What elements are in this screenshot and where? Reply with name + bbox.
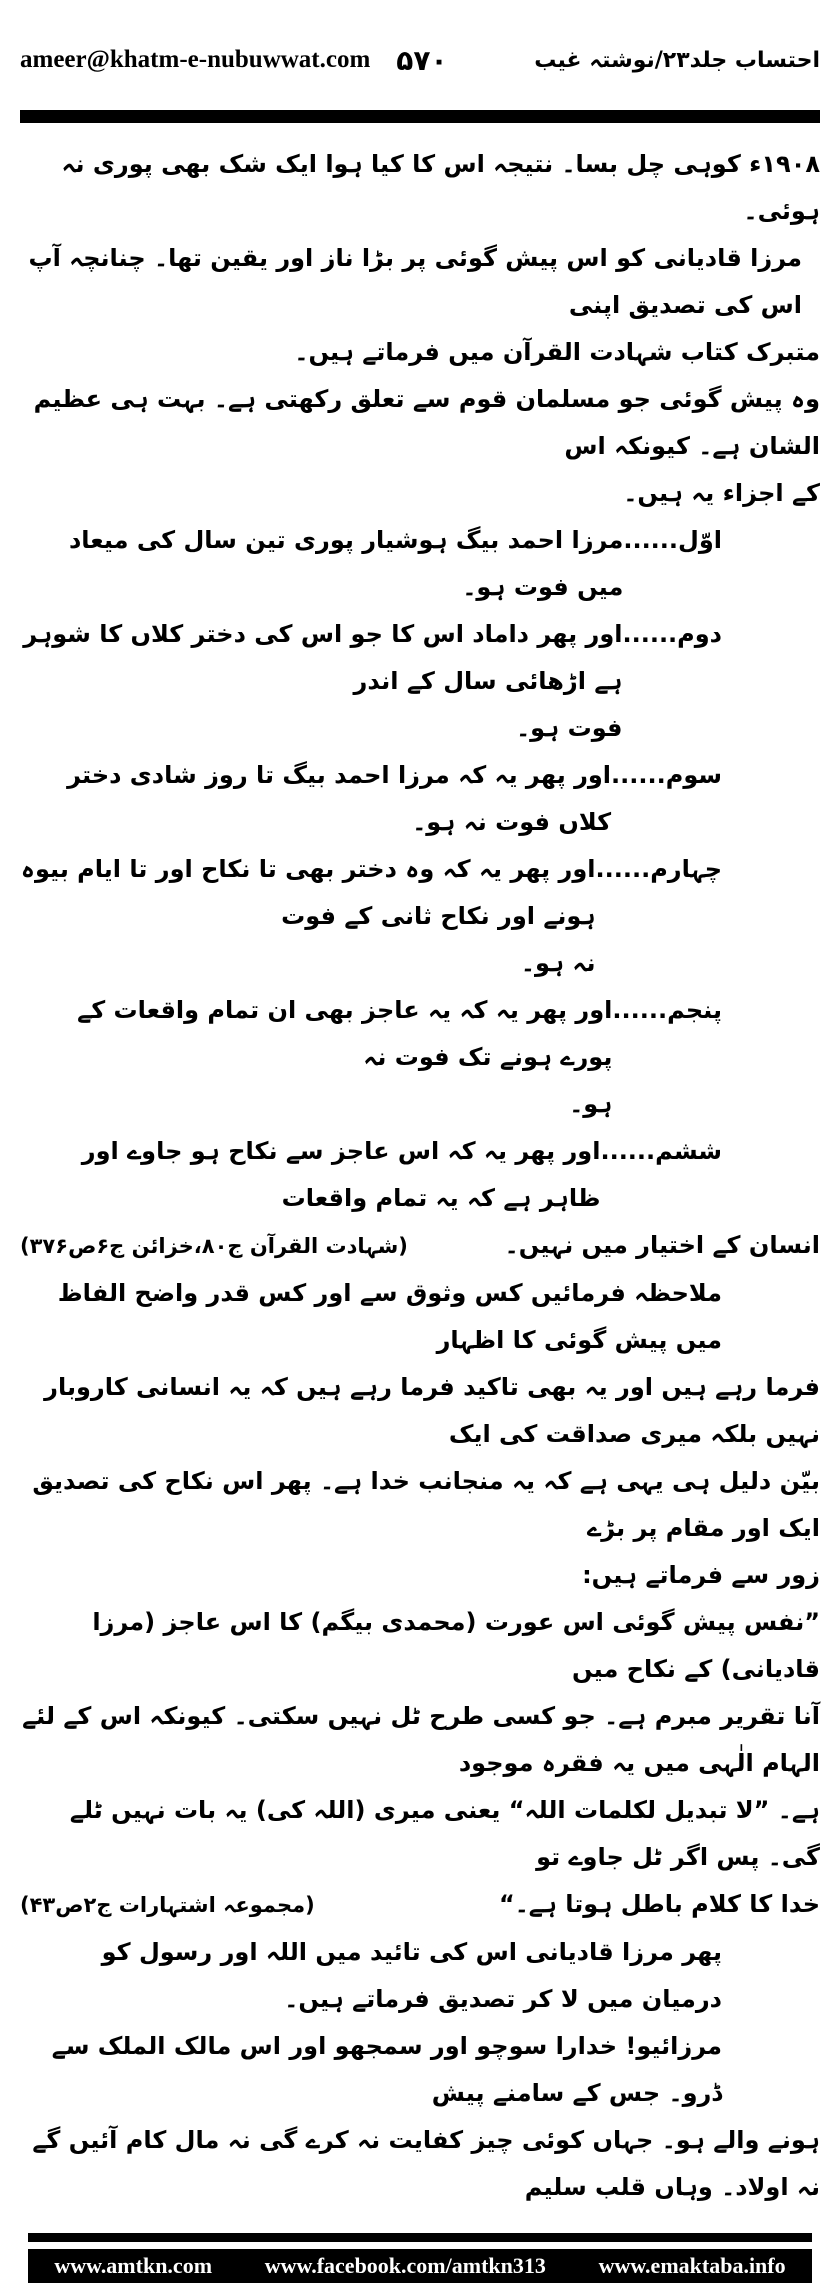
- page-header: [20, 30, 820, 90]
- item-continuation: انسان کے اختیار میں نہیں۔: [504, 1231, 820, 1259]
- header-email: ameer@khatm-e-nubuwwat.com: [20, 46, 371, 73]
- quote-line: ہے۔ ”لا تبدیل لکلمات اللہ“ یعنی میری (اللہ کی) یہ بات نہیں ٹلے گی۔ پس اگر ٹل جاوے تو: [69, 1796, 820, 1871]
- list-item: [20, 517, 820, 611]
- item-text: مرزا احمد بیگ ہوشیار پوری تین سال کی میعاد میں فوت ہو۔: [68, 526, 624, 601]
- text-line: ۱۹۰۸ء کوہی چل بسا۔ نتیجہ اس کا کیا ہوا ایک شک بھی پوری نہ ہوئی۔: [61, 150, 820, 225]
- item-continuation: نہ ہو۔: [520, 949, 596, 977]
- item-text: اور پھر یہ کہ وہ دختر بھی تا نکاح اور تا ایام بیوہ ہونے اور نکاح ثانی کے فوت: [20, 855, 596, 930]
- list-item: [20, 611, 820, 752]
- item-label: دوم......: [622, 620, 722, 648]
- citation: (شہادت القرآن ج۸۰،خزائن ج۶ص۳۷۶): [20, 1234, 408, 1258]
- item-continuation: ہو۔: [569, 1090, 613, 1118]
- item-continuation: فوت ہو۔: [516, 714, 623, 742]
- item-label: چہارم......: [595, 855, 722, 883]
- footer-link-facebook[interactable]: www.facebook.com/amtkn313: [264, 2253, 546, 2278]
- item-text: اور پھر یہ کہ مرزا احمد بیگ تا روز شادی دختر کلاں فوت نہ ہو۔: [67, 761, 612, 836]
- item-label: ششم......: [600, 1137, 722, 1165]
- footer-link-emaktaba[interactable]: www.emaktaba.info: [598, 2253, 786, 2278]
- text-line: بیّن دلیل ہی یہی ہے کہ یہ منجانب خدا ہے۔ پھر اس نکاح کی تصدیق ایک اور مقام پر بڑے: [32, 1467, 820, 1542]
- book-title: احتساب جلد۲۳/نوشتہ غیب: [534, 47, 820, 73]
- list-item: [20, 752, 820, 846]
- citation-row: [20, 1881, 820, 1929]
- item-label: اوّل......: [623, 526, 722, 554]
- quote-line: آنا تقریر مبرم ہے۔ جو کسی طرح ٹل نہیں سکتی۔ کیونکہ اس کے لئے الہام الٰہی میں یہ فقرہ موجود: [22, 1702, 820, 1777]
- text-line: فرما رہے ہیں اور یہ بھی تاکید فرما رہے ہیں کہ یہ انسانی کاروبار نہیں بلکہ میری صداقت کی ایک: [44, 1373, 820, 1448]
- header-rule: [20, 110, 820, 123]
- page-number: ۵۷۰: [396, 43, 448, 77]
- text-line: کے اجزاء یہ ہیں۔: [623, 479, 820, 507]
- footer-bar: [28, 2249, 812, 2283]
- item-text: اور پھر داماد اس کا جو اس کی دختر کلاں کا شوہر ہے اڑھائی سال کے اندر: [23, 620, 623, 695]
- list-item: [20, 846, 820, 987]
- citation-row: [20, 1222, 820, 1270]
- page-body: [20, 141, 820, 2211]
- text-line: ہونے والے ہو۔ جہاں کوئی چیز کفایت نہ کرے گی نہ مال کام آئیں گے نہ اولاد۔ وہاں قلب سلیم: [32, 2126, 820, 2201]
- item-label: پنجم......: [612, 996, 722, 1024]
- text-line: زور سے فرماتے ہیں:: [582, 1561, 820, 1589]
- text-line: مرزا قادیانی کو اس پیش گوئی پر بڑا ناز اور یقین تھا۔ چنانچہ آپ اس کی تصدیق اپنی: [28, 244, 802, 319]
- footer-link-amtkn[interactable]: www.amtkn.com: [54, 2253, 213, 2278]
- quote-line: ”نفس پیش گوئی اس عورت (محمدی بیگم) کا اس عاجز (مرزا قادیانی) کے نکاح میں: [92, 1608, 820, 1683]
- item-label: سوم......: [611, 761, 722, 789]
- list-item: [20, 1128, 820, 1222]
- item-text: اور پھر یہ کہ اس عاجز سے نکاح ہو جاوے اور ظاہر ہے کہ یہ تمام واقعات: [81, 1137, 601, 1212]
- item-text: اور پھر یہ کہ یہ عاجز بھی ان تمام واقعات کے پورے ہونے تک فوت نہ: [77, 996, 613, 1071]
- text-line: وہ پیش گوئی جو مسلمان قوم سے تعلق رکھتی ہے۔ بہت ہی عظیم الشان ہے۔ کیونکہ اس: [33, 385, 820, 460]
- citation: (مجموعہ اشتہارات ج۲ص۴۳): [20, 1893, 315, 1917]
- footer-rule: [28, 2233, 812, 2242]
- text-line: ملاحظہ فرمائیں کس وثوق سے اور کس قدر واضح الفاظ میں پیش گوئی کا اظہار: [57, 1279, 722, 1354]
- quote-line: خدا کا کلام باطل ہوتا ہے۔“: [498, 1890, 820, 1918]
- text-line: مرزائیو! خدارا سوچو اور سمجھو اور اس مالک الملک سے ڈرو۔ جس کے سامنے پیش: [51, 2032, 722, 2107]
- list-item: [20, 987, 820, 1128]
- header-left: [20, 44, 448, 77]
- text-line: متبرک کتاب شہادت القرآن میں فرماتے ہیں۔: [294, 338, 820, 366]
- text-line: پھر مرزا قادیانی اس کی تائید میں اللہ اور رسول کو درمیان میں لا کر تصدیق فرماتے ہیں۔: [101, 1938, 722, 2013]
